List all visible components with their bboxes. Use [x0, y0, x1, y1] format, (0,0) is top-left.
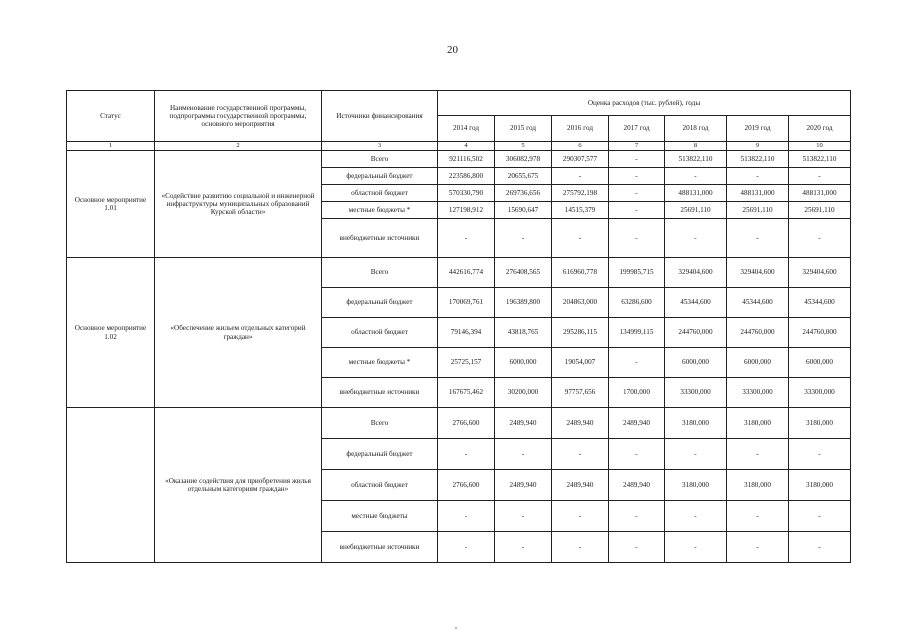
- program-name-cell: «Оказание содействия для приобретения жилья отдельным категориям граждан»: [155, 408, 322, 563]
- value-cell: 25691,110: [789, 202, 851, 219]
- table-row: [67, 151, 851, 168]
- value-cell: 43818,765: [495, 318, 552, 348]
- value-cell: -: [495, 439, 552, 470]
- value-cell: 6000,000: [727, 348, 789, 378]
- value-cell: 329404,600: [665, 258, 727, 288]
- column-number: 10: [789, 142, 851, 151]
- value-cell: -: [438, 501, 495, 532]
- value-cell: 30200,000: [495, 378, 552, 408]
- value-cell: -: [665, 219, 727, 258]
- value-cell: 2489,940: [552, 470, 609, 501]
- value-cell: 244760,000: [665, 318, 727, 348]
- value-cell: -: [789, 439, 851, 470]
- value-cell: -: [552, 501, 609, 532]
- value-cell: -: [609, 202, 665, 219]
- value-cell: 488131,000: [727, 185, 789, 202]
- value-cell: 19054,007: [552, 348, 609, 378]
- value-cell: 33300,000: [789, 378, 851, 408]
- value-cell: 79146,394: [438, 318, 495, 348]
- value-cell: 15690,647: [495, 202, 552, 219]
- header-year: 2020 год: [789, 116, 851, 142]
- value-cell: -: [609, 532, 665, 563]
- value-cell: 295286,115: [552, 318, 609, 348]
- header-year: 2015 год: [495, 116, 552, 142]
- source-cell: Всего: [322, 151, 438, 168]
- program-name-cell: «Обеспечение жильем отдельных категорий граждан»: [155, 258, 322, 408]
- source-cell: федеральный бюджет: [322, 168, 438, 185]
- source-cell: внебюджетные источники: [322, 378, 438, 408]
- value-cell: 223586,800: [438, 168, 495, 185]
- value-cell: -: [609, 185, 665, 202]
- source-cell: областной бюджет: [322, 185, 438, 202]
- value-cell: 6000,000: [495, 348, 552, 378]
- value-cell: 45344,600: [789, 288, 851, 318]
- value-cell: 570330,790: [438, 185, 495, 202]
- source-cell: областной бюджет: [322, 470, 438, 501]
- value-cell: 306082,978: [495, 151, 552, 168]
- value-cell: 275792,198: [552, 185, 609, 202]
- value-cell: 196389,800: [495, 288, 552, 318]
- header-year: 2016 год: [552, 116, 609, 142]
- status-cell: [67, 408, 155, 563]
- value-cell: -: [552, 219, 609, 258]
- value-cell: -: [789, 168, 851, 185]
- value-cell: 2489,940: [495, 408, 552, 439]
- value-cell: -: [665, 439, 727, 470]
- value-cell: 167675,462: [438, 378, 495, 408]
- value-cell: -: [727, 439, 789, 470]
- value-cell: -: [552, 168, 609, 185]
- value-cell: -: [552, 532, 609, 563]
- value-cell: 20655,675: [495, 168, 552, 185]
- value-cell: 488131,000: [789, 185, 851, 202]
- status-cell: Основное мероприятие 1.02: [67, 258, 155, 408]
- value-cell: 14515,379: [552, 202, 609, 219]
- column-number: 6: [552, 142, 609, 151]
- value-cell: 3180,000: [727, 408, 789, 439]
- value-cell: 2489,940: [495, 470, 552, 501]
- value-cell: 329404,600: [789, 258, 851, 288]
- source-cell: внебюджетные источники: [322, 219, 438, 258]
- value-cell: -: [438, 439, 495, 470]
- value-cell: 204863,000: [552, 288, 609, 318]
- header-status: Статус: [67, 91, 155, 142]
- value-cell: 127198,912: [438, 202, 495, 219]
- value-cell: 329404,600: [727, 258, 789, 288]
- value-cell: 2766,600: [438, 408, 495, 439]
- source-cell: федеральный бюджет: [322, 288, 438, 318]
- value-cell: 199985,715: [609, 258, 665, 288]
- value-cell: 488131,000: [665, 185, 727, 202]
- value-cell: -: [727, 219, 789, 258]
- value-cell: -: [495, 532, 552, 563]
- value-cell: -: [789, 501, 851, 532]
- value-cell: 3180,000: [789, 408, 851, 439]
- column-number: 8: [665, 142, 727, 151]
- source-cell: Всего: [322, 408, 438, 439]
- program-name-cell: «Содействие развитию социальной и инженерной инфраструктуры муниципальных образований Курской области»: [155, 151, 322, 258]
- header-year: 2017 год: [609, 116, 665, 142]
- value-cell: 2489,940: [552, 408, 609, 439]
- value-cell: 513822,110: [789, 151, 851, 168]
- value-cell: 2766,600: [438, 470, 495, 501]
- value-cell: 1700,000: [609, 378, 665, 408]
- value-cell: 33300,000: [665, 378, 727, 408]
- header-name: Наименование государственной программы, подпрограммы государственной программы, основного мероприятия: [155, 91, 322, 142]
- value-cell: 2489,940: [609, 470, 665, 501]
- value-cell: 513822,110: [727, 151, 789, 168]
- value-cell: 290307,577: [552, 151, 609, 168]
- value-cell: 2489,940: [609, 408, 665, 439]
- source-cell: Всего: [322, 258, 438, 288]
- value-cell: -: [609, 439, 665, 470]
- value-cell: 616960,778: [552, 258, 609, 288]
- value-cell: -: [727, 501, 789, 532]
- value-cell: -: [609, 219, 665, 258]
- value-cell: 513822,110: [665, 151, 727, 168]
- column-number: 3: [322, 142, 438, 151]
- header-estimate: Оценка расходов (тыс. рублей), годы: [438, 91, 851, 116]
- value-cell: 97757,656: [552, 378, 609, 408]
- value-cell: -: [609, 168, 665, 185]
- value-cell: -: [609, 348, 665, 378]
- source-cell: внебюджетные источники: [322, 532, 438, 563]
- value-cell: 3180,000: [665, 408, 727, 439]
- column-number: 7: [609, 142, 665, 151]
- page-number: 20: [447, 44, 458, 56]
- value-cell: -: [727, 168, 789, 185]
- value-cell: -: [789, 219, 851, 258]
- value-cell: 442616,774: [438, 258, 495, 288]
- column-number: 2: [155, 142, 322, 151]
- source-cell: областной бюджет: [322, 318, 438, 348]
- header-sources: Источники финансирования: [322, 91, 438, 142]
- value-cell: 276408,565: [495, 258, 552, 288]
- value-cell: 6000,000: [789, 348, 851, 378]
- header-year: 2019 год: [727, 116, 789, 142]
- value-cell: 134999,115: [609, 318, 665, 348]
- value-cell: -: [665, 168, 727, 185]
- value-cell: 244760,000: [789, 318, 851, 348]
- column-number: 1: [67, 142, 155, 151]
- column-number: 4: [438, 142, 495, 151]
- value-cell: -: [609, 501, 665, 532]
- value-cell: 3180,000: [789, 470, 851, 501]
- value-cell: -: [665, 532, 727, 563]
- value-cell: -: [495, 219, 552, 258]
- source-cell: местные бюджеты: [322, 501, 438, 532]
- header-year: 2014 год: [438, 116, 495, 142]
- value-cell: 921116,502: [438, 151, 495, 168]
- value-cell: 25691,110: [665, 202, 727, 219]
- value-cell: 63286,600: [609, 288, 665, 318]
- value-cell: 45344,600: [727, 288, 789, 318]
- source-cell: местные бюджеты *: [322, 202, 438, 219]
- column-number: 9: [727, 142, 789, 151]
- value-cell: 6000,000: [665, 348, 727, 378]
- value-cell: 25691,110: [727, 202, 789, 219]
- table-row: [67, 408, 851, 439]
- status-cell: Основное мероприятие 1.01: [67, 151, 155, 258]
- scan-speck: [455, 627, 457, 629]
- header-year: 2018 год: [665, 116, 727, 142]
- header-row: [67, 91, 851, 116]
- value-cell: 244760,000: [727, 318, 789, 348]
- value-cell: 33300,000: [727, 378, 789, 408]
- value-cell: 3180,000: [665, 470, 727, 501]
- value-cell: -: [727, 532, 789, 563]
- source-cell: местные бюджеты *: [322, 348, 438, 378]
- value-cell: 170069,761: [438, 288, 495, 318]
- value-cell: 45344,600: [665, 288, 727, 318]
- value-cell: -: [552, 439, 609, 470]
- value-cell: 269736,656: [495, 185, 552, 202]
- column-numbers-row: [67, 142, 851, 151]
- value-cell: -: [438, 219, 495, 258]
- value-cell: -: [495, 501, 552, 532]
- column-number: 5: [495, 142, 552, 151]
- value-cell: 25725,157: [438, 348, 495, 378]
- source-cell: федеральный бюджет: [322, 439, 438, 470]
- value-cell: 3180,000: [727, 470, 789, 501]
- value-cell: -: [665, 501, 727, 532]
- value-cell: -: [609, 151, 665, 168]
- value-cell: -: [789, 532, 851, 563]
- expenditure-table: [66, 90, 851, 563]
- value-cell: -: [438, 532, 495, 563]
- table-row: [67, 258, 851, 288]
